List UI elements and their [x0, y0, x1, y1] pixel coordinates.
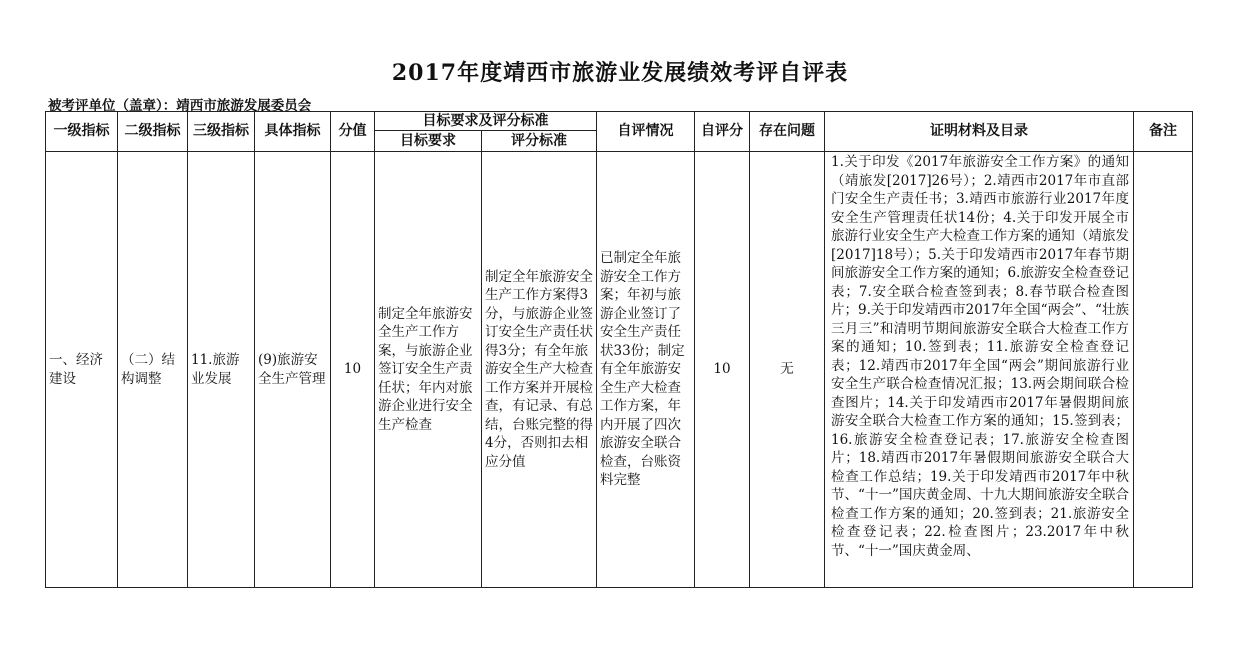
evaluated-unit-line: 被考评单位（盖章）：靖西市旅游发展委员会	[48, 98, 312, 114]
cell-level1: 一、经济建设	[46, 152, 118, 588]
cell-self-eval: 已制定全年旅游安全工作方案；年初与旅游企业签订了安全生产责任状33份；制定有全年旅游安全生产大检查工作方案，年内开展了四次旅游安全联合检查，台账资料完整	[597, 152, 695, 588]
cell-self-score: 10	[695, 152, 750, 588]
header-remarks: 备注	[1134, 112, 1193, 152]
header-issues: 存在问题	[750, 112, 825, 152]
header-standard: 评分标准	[482, 131, 597, 152]
cell-specific: (9)旅游安全生产管理	[255, 152, 331, 588]
table-row	[46, 152, 1193, 588]
header-target-group: 目标要求及评分标准	[375, 112, 597, 131]
header-score: 分值	[331, 112, 375, 152]
header-level1: 一级指标	[46, 112, 118, 152]
cell-level2: （二）结构调整	[118, 152, 188, 588]
header-level2: 二级指标	[118, 112, 188, 152]
cell-score: 10	[331, 152, 375, 588]
header-level3: 三级指标	[188, 112, 255, 152]
cell-target: 制定全年旅游安全生产工作方案，与旅游企业签订安全生产责任状；年内对旅游企业进行安全生产检查	[375, 152, 482, 588]
cell-issues: 无	[750, 152, 825, 588]
document-title: 2017年度靖西市旅游业发展绩效考评自评表	[391, 60, 849, 86]
header-evidence: 证明材料及目录	[825, 112, 1134, 152]
cell-remarks	[1134, 152, 1193, 588]
header-specific: 具体指标	[255, 112, 331, 152]
header-target: 目标要求	[375, 131, 482, 152]
self-evaluation-table	[45, 111, 1193, 588]
evidence-text: 1.关于印发《2017年旅游安全工作方案》的通知（靖旅发[2017]26号）；2.靖西市2017年市直部门安全生产责任书；3.靖西市旅游行业2017年度安全生产管理责任状14份；4.关于印发开展全市旅游行业安全生产大检查工作方案的通知（靖旅发[2017]18号）；5.关于印发靖西市2017年春节期间旅游安全工作方案的通知；6.旅游安全检查登记表；7.安全联合检查签到表；8.春节联合检查图片；9.关于印发靖西市2017年全国“两会”、“壮族三月三”和清明节期间旅游安全联合大检查工作方案的通知；10.签到表；11.旅游安全检查登记表；12.靖西市2017年全国“两会”期间旅游行业安全生产联合检查情况汇报；13.两会期间联合检查图片；14.关于印发靖西市2017年暑假期间旅游安全联合大检查工作方案的通知；15.签到表；16.旅游安全检查登记表；17.旅游安全检查图片；18.靖西市2017年暑假期间旅游安全联合大检查工作总结；19.关于印发靖西市2017年中秋节、“十一”国庆黄金周、十九大期间旅游安全联合检查工作方案的通知；20.签到表；21.旅游安全检查登记表；22.检查图片；23.2017年中秋节、“十一”国庆黄金周、	[831, 154, 1129, 559]
cell-standard: 制定全年旅游安全生产工作方案得3分，与旅游企业签订安全生产责任状得3分；有全年旅游安全生产大检查工作方案并开展检查，有记录、有总结，台账完整的得4分，否则扣去相应分值	[482, 152, 597, 588]
cell-evidence	[825, 152, 1134, 588]
header-row-top	[46, 112, 1193, 131]
cell-level3: 11.旅游业发展	[188, 152, 255, 588]
header-self-score: 自评分	[695, 112, 750, 152]
header-self-eval: 自评情况	[597, 112, 695, 152]
